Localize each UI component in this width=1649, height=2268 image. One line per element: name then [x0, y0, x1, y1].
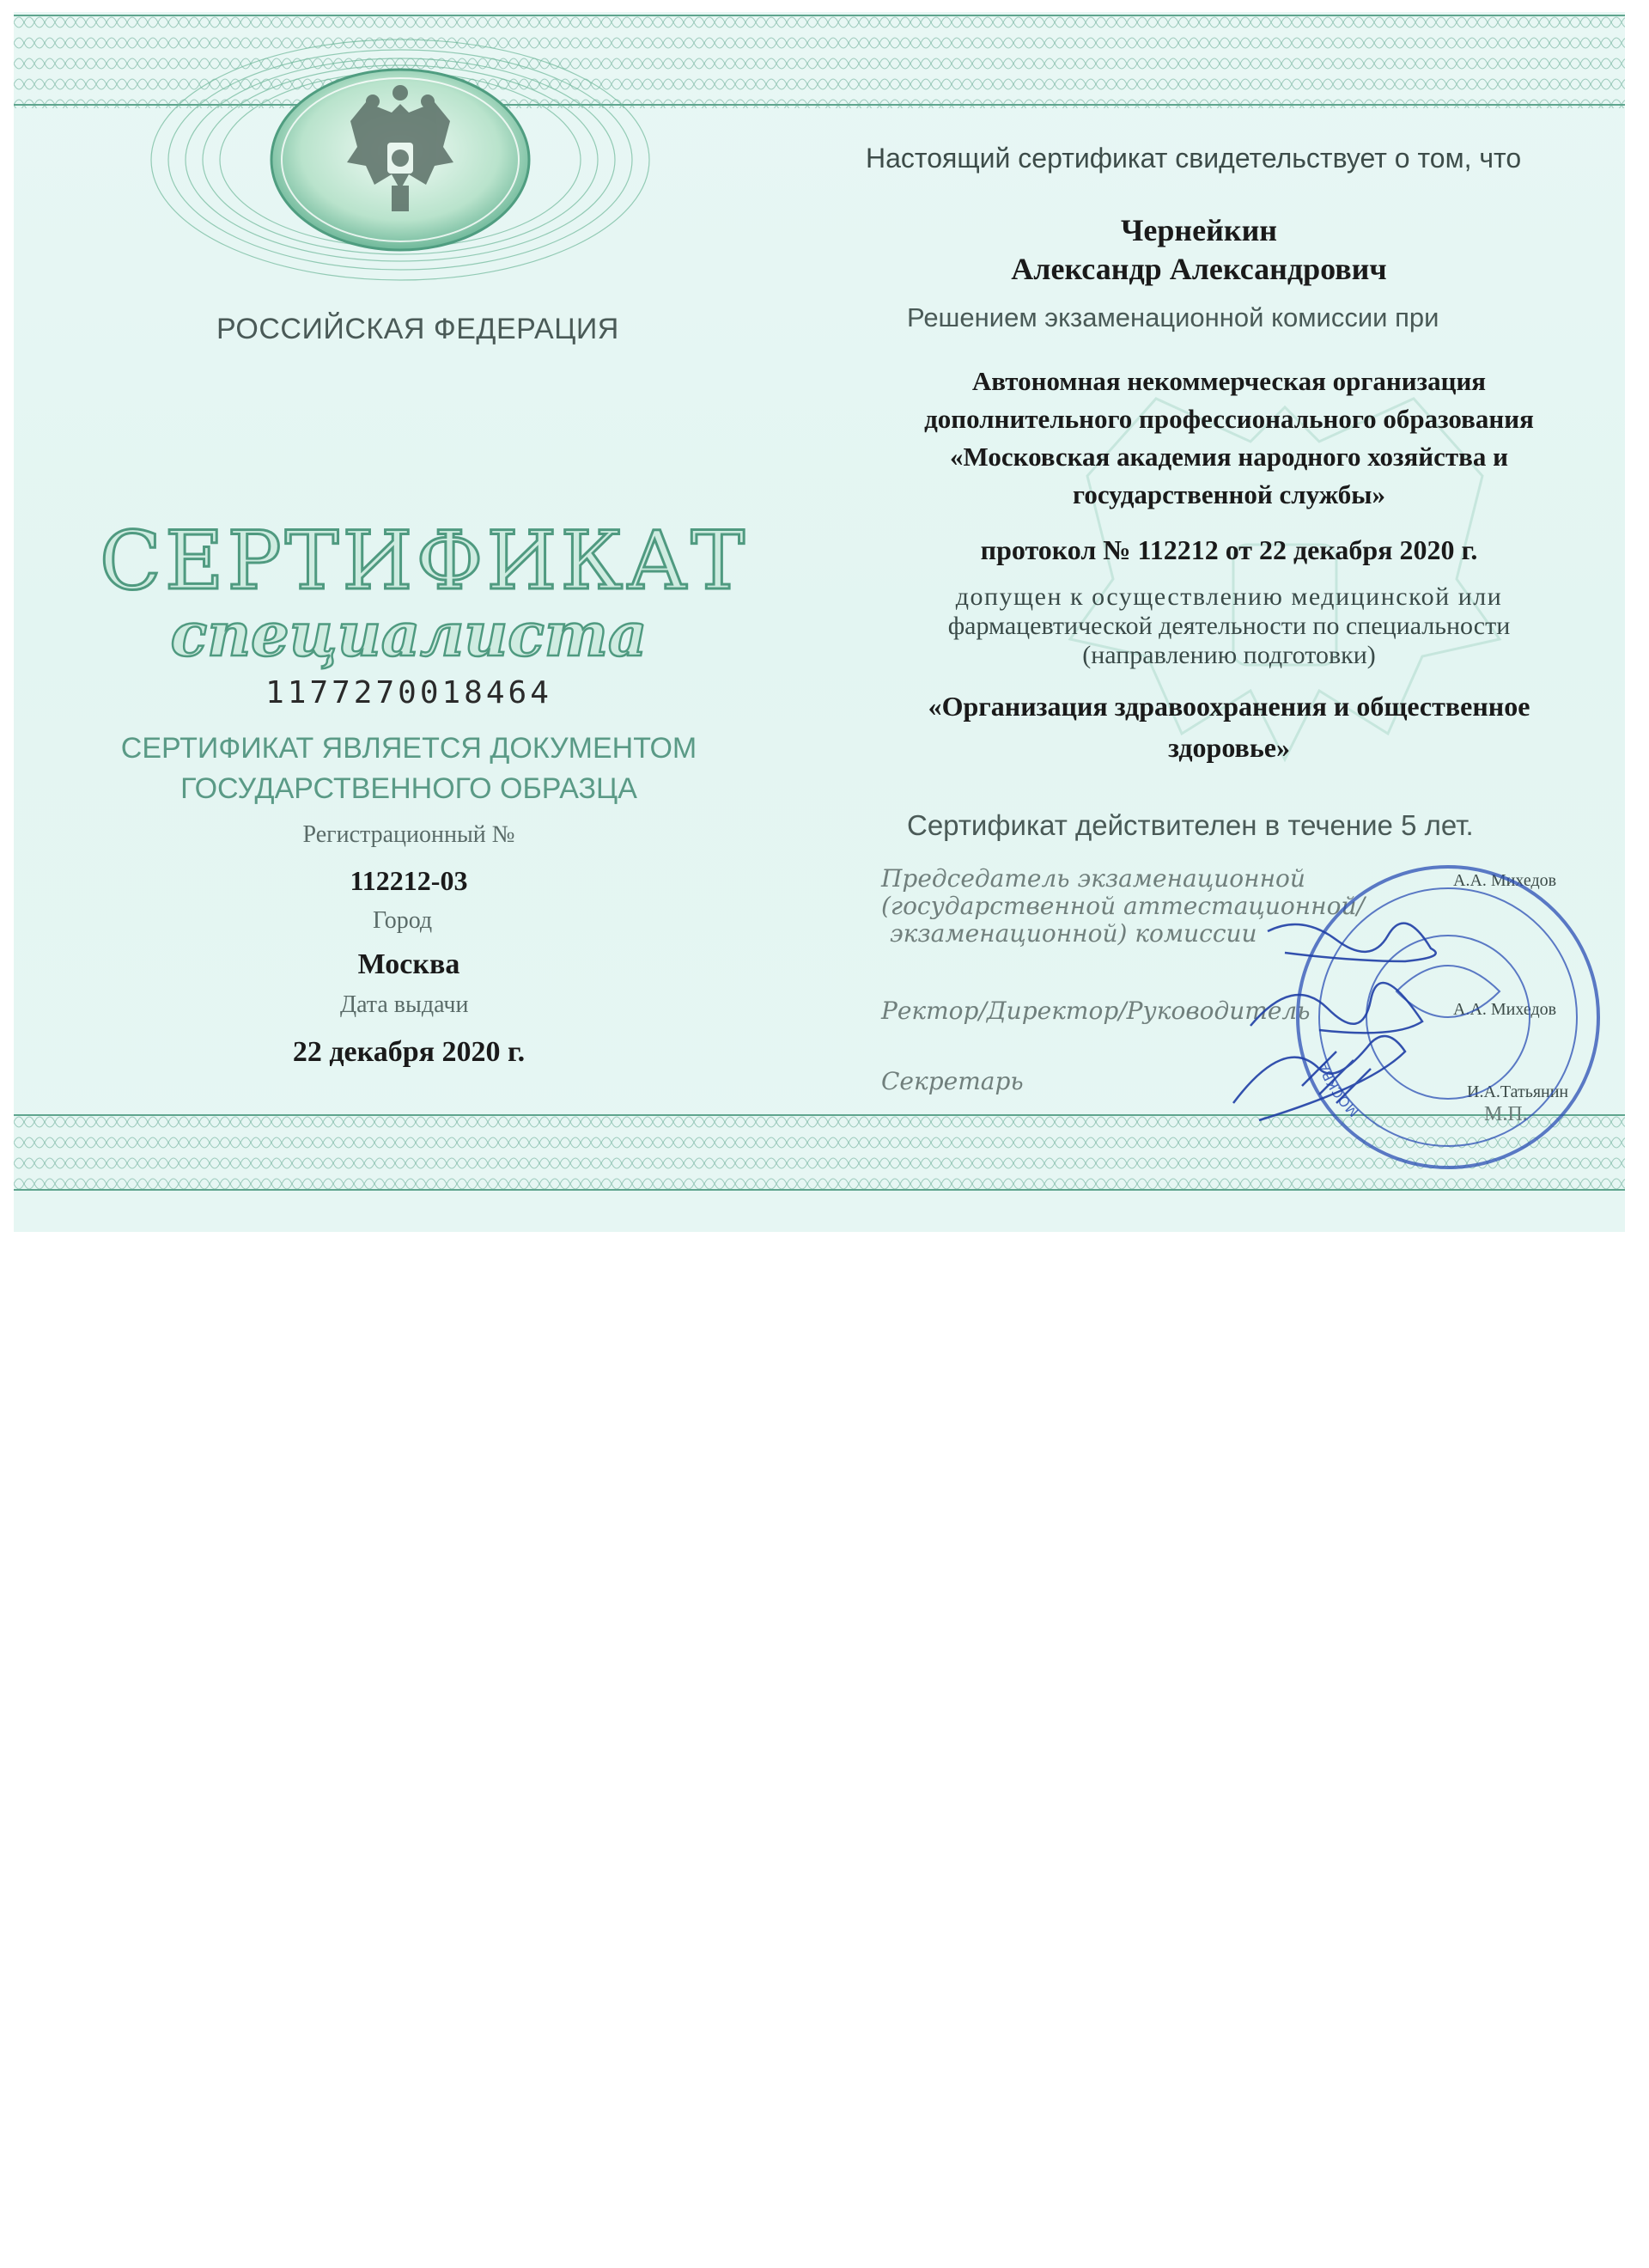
seal-mark: М.П. — [1484, 1103, 1528, 1125]
state-document-line-2: ГОСУДАРСТВЕННОГО ОБРАЗЦА — [180, 772, 637, 805]
protocol-text: протокол № 112212 от 22 декабря 2020 г. — [980, 534, 1478, 565]
issue-date-label: Дата выдачи — [340, 991, 469, 1018]
stamp-text: МОСКВА — [1314, 1059, 1362, 1120]
city-value: Москва — [357, 948, 460, 980]
issue-date: 22 декабря 2020 г. — [292, 1036, 526, 1068]
chair-name: А.А. Михедов — [1453, 871, 1557, 890]
admitted-line-1: допущен к осуществлению медицинской или — [955, 582, 1503, 611]
admitted-line-3: (направлению подготовки) — [1082, 641, 1376, 669]
certificate-title: СЕРТИФИКАТ — [100, 515, 749, 608]
admitted-line-2: фармацевтической деятельности по специальности — [947, 612, 1511, 640]
org-line-1: Автономная некоммерческая организация — [971, 366, 1487, 396]
chair-label-line-3: экзаменационной) комиссии — [890, 919, 1257, 948]
coat-of-arms-rosette — [143, 22, 658, 297]
org-line-4: государственной службы» — [1073, 479, 1385, 509]
serial-number: 1177270018464 — [265, 675, 552, 710]
secretary-label: Секретарь — [881, 1067, 1024, 1095]
country-header: РОССИЙСКАЯ ФЕДЕРАЦИЯ — [216, 313, 619, 345]
certificate-subtitle: специалиста — [170, 599, 648, 670]
decision-text: Решением экзаменационной комиссии при — [907, 302, 1439, 332]
holder-surname: Чернейкин — [1120, 213, 1278, 247]
registration-number: 112212-03 — [350, 865, 468, 896]
org-line-3: «Московская академия народного хозяйства и — [950, 442, 1508, 472]
validity-text: Сертификат действителен в течение 5 лет. — [907, 809, 1474, 841]
city-label: Город — [373, 907, 433, 934]
handwritten-signatures — [1199, 905, 1508, 1129]
chair-label-line-1: Председатель экзаменационной — [881, 864, 1305, 893]
org-line-2: дополнительного профессионального образования — [924, 404, 1534, 434]
chair-label-line-2: (государственной аттестационной/ — [881, 892, 1365, 920]
intro-text: Настоящий сертификат свидетельствует о том, что — [866, 143, 1522, 174]
rector-label: Ректор/Директор/Руководитель — [881, 997, 1311, 1025]
specialty-line-2: здоровье» — [1168, 732, 1290, 763]
holder-name: Александр Александрович — [1011, 252, 1387, 286]
state-document-line-1: СЕРТИФИКАТ ЯВЛЯЕТСЯ ДОКУМЕНТОМ — [120, 732, 697, 765]
rector-name: А.А. Михедов — [1453, 1000, 1557, 1019]
specialty-line-1: «Организация здравоохранения и общественное — [928, 691, 1530, 722]
secretary-name: И.А.Татьянин — [1467, 1082, 1569, 1101]
certificate-sheet — [14, 12, 1625, 1232]
registration-label: Регистрационный № — [302, 821, 515, 848]
